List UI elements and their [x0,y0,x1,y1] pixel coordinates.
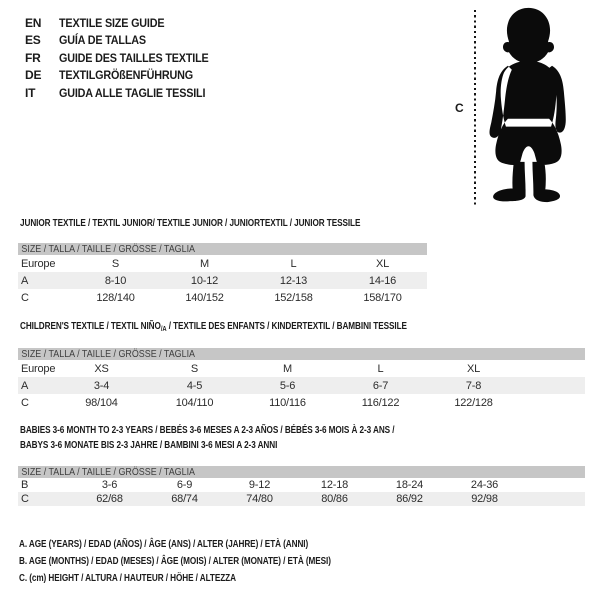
row-label-cell: C [21,396,29,409]
row-label-cell: C [21,291,29,304]
language-code: DE [25,68,42,83]
spacer-cell [520,377,585,394]
size-cell: 158/170 [363,291,402,304]
footnotes [19,536,419,587]
language-code: FR [25,50,41,65]
size-cell: S [111,257,120,270]
toddler-silhouette-icon [479,4,578,210]
size-header-label: SIZE / TALLA / TAILLE / GRÖSSE / TAGLIA [21,243,196,255]
size-header-bar [18,243,427,255]
size-cell: 14-16 [368,274,397,287]
language-row-es [25,32,225,50]
size-cell: 5-6 [279,379,296,392]
size-cell: XL [375,257,390,270]
language-code: ES [25,33,41,48]
size-cell: 6-9 [176,479,193,491]
babies-title-line1: BABIES 3-6 MONTH TO 2-3 YEARS / BEBÉS 3-6 MESES A 2-3 AÑOS / BÉBÉS 3-6 MOIS À 2-3 ANS / [20,424,395,436]
table-row [18,289,427,306]
table-row [18,272,427,289]
size-cell: 92/98 [471,493,498,505]
row-label-cell: Europe [21,362,55,375]
size-cell: 12-13 [279,274,308,287]
language-row-en [25,14,225,32]
size-cell: 6-7 [372,379,389,392]
spacer-cell [522,492,585,506]
babies-section-title [20,423,500,453]
size-cell: L [290,257,297,270]
size-cell: 4-5 [186,379,203,392]
size-cell: 12-18 [320,479,349,491]
language-title: GUIDE DES TAILLES TEXTILE [59,50,209,65]
junior-size-table [18,243,427,306]
size-cell: 7-8 [465,379,482,392]
language-row-fr [25,49,225,67]
language-title: TEXTILE SIZE GUIDE [59,15,165,30]
size-cell: 98/104 [85,396,118,409]
language-code: EN [25,15,42,30]
row-label-cell: C [21,493,29,505]
size-cell: 110/116 [269,396,306,409]
table-row [18,377,585,394]
row-label-cell: Europe [21,257,56,270]
size-cell: 86/92 [396,493,423,505]
spacer-cell [520,394,585,411]
size-cell: 80/86 [321,493,348,505]
table-row [18,394,585,411]
children-title-subscript: /A [160,324,167,333]
size-cell: 68/74 [171,493,198,505]
babies-title-line2: BABYS 3-6 MONATE BIS 2-3 JAHRE / BAMBINI 3-6 MESI A 2-3 ANNI [20,439,278,451]
junior-section-title: JUNIOR TEXTILE / TEXTIL JUNIOR/ TEXTILE JUNIOR / JUNIORTEXTIL / JUNIOR TESSILE [20,217,361,229]
height-measure-figure [452,0,587,215]
size-cell: 8-10 [104,274,127,287]
size-cell: 104/110 [175,396,214,409]
row-label-cell: A [21,274,29,287]
size-cell: XS [94,362,109,375]
children-size-table [18,348,585,411]
language-title: GUÍA DE TALLAS [59,33,146,48]
size-cell: 9-12 [248,479,271,491]
language-title: TEXTILGRÖßENFÜHRUNG [59,68,193,83]
size-cell: 152/158 [274,291,313,304]
size-cell: 140/152 [185,291,224,304]
size-cell: 116/122 [361,396,400,409]
size-cell: 18-24 [395,479,424,491]
footnote-a: A. AGE (YEARS) / EDAD (AÑOS) / ÂGE (ANS) / ALTER (JAHRE) / ETÀ (ANNI) [19,538,309,550]
size-cell: 10-12 [190,274,219,287]
size-cell: 3-4 [93,379,110,392]
size-cell: 3-6 [101,479,118,491]
size-cell: 122/128 [454,396,493,409]
table-row [18,478,585,492]
size-cell: 74/80 [246,493,273,505]
spacer-cell [520,360,585,377]
table-row [18,360,585,377]
size-header-bar [18,466,585,478]
language-row-de [25,67,225,85]
footnote-c: C. (cm) HEIGHT / ALTURA / HAUTEUR / HÖHE / ALTEZZA [19,572,236,584]
size-header-label: SIZE / TALLA / TAILLE / GRÖSSE / TAGLIA [21,348,196,360]
table-row [18,255,427,272]
children-section-title [20,319,407,334]
table-row [18,492,585,506]
spacer-cell [522,478,585,492]
language-title: GUIDA ALLE TAGLIE TESSILI [59,85,206,100]
size-cell: XL [466,362,481,375]
row-label-cell: A [21,379,29,392]
size-cell: 128/140 [96,291,135,304]
language-code: IT [25,85,36,100]
children-title-text: CHILDREN'S TEXTILE / TEXTIL NIÑO [20,320,161,332]
babies-size-table [18,466,585,506]
size-cell: S [190,362,199,375]
size-cell: M [283,362,292,375]
height-label-c: C [455,101,464,115]
height-measure-dotted-line [474,10,476,206]
language-header [25,14,225,102]
size-header-label: SIZE / TALLA / TAILLE / GRÖSSE / TAGLIA [21,466,196,478]
size-header-bar [18,348,585,360]
size-cell: M [200,257,209,270]
size-cell: L [377,362,384,375]
row-label-cell: B [21,479,29,491]
size-cell: 24-36 [470,479,499,491]
children-title-text: / TEXTILE DES ENFANTS / KINDERTEXTIL / BAMBINI TESSILE [166,320,407,332]
size-cell: 62/68 [96,493,123,505]
footnote-b: B. AGE (MONTHS) / EDAD (MESES) / ÂGE (MOIS) / ALTER (MONATE) / ETÀ (MESI) [19,555,331,567]
language-row-it [25,84,225,102]
